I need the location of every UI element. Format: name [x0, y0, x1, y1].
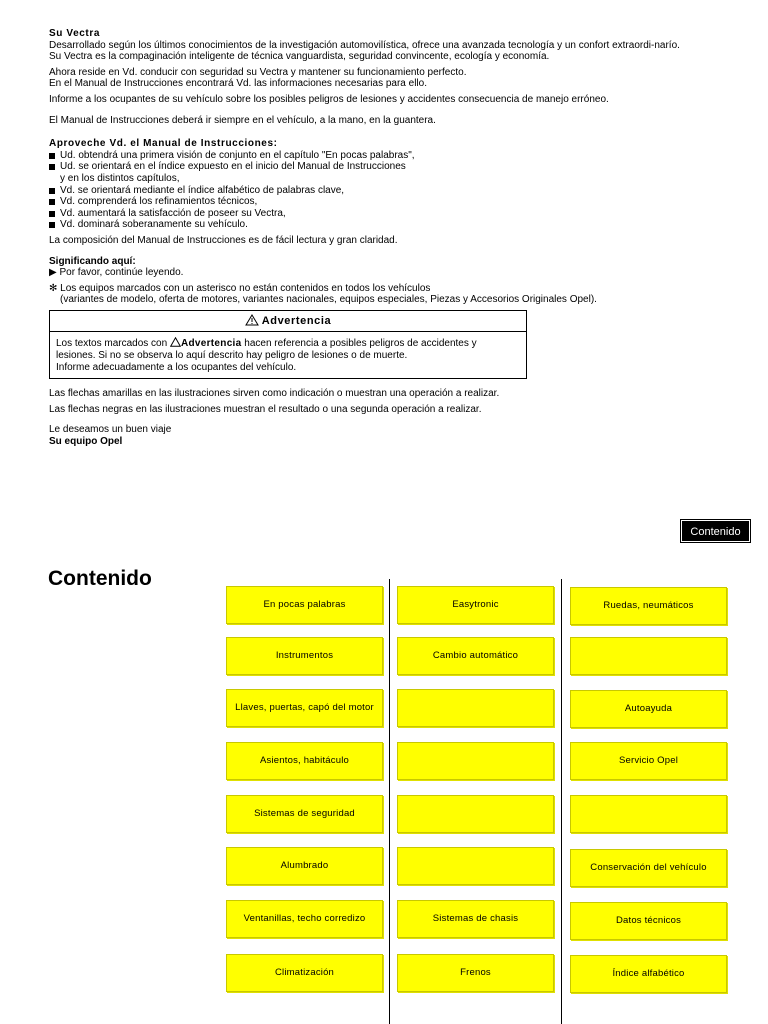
list-item: Vd. dominará soberanamente su vehículo.	[49, 219, 729, 231]
square-bullet-icon	[49, 222, 55, 228]
warning-text: Los textos marcados con Advertencia hacen referencia a posibles peligros de accidentes y lesiones. Si no se observa lo aquí descrito hay peligro de lesiones o de muerte. Informe adecuadamente a los ocupantes del vehículo.	[56, 338, 477, 373]
asterisk-note: ✻ Los equipos marcados con un asterisco no están contenidos en todos los vehículos	[49, 282, 431, 294]
paragraph: Ahora reside en Vd. conducir con seguridad su Vectra y mantener su funcionamiento perfecto.	[49, 66, 467, 78]
toc-tile[interactable]: Frenos	[397, 954, 554, 992]
toc-tile-empty[interactable]	[570, 637, 727, 675]
list-item-continuation: y en los distintos capítulos,	[60, 172, 180, 184]
intro-section	[49, 28, 729, 448]
warning-box	[49, 310, 527, 379]
list-item: Vd. aumentará la satisfacción de poseer su Vectra,	[49, 208, 729, 220]
square-bullet-icon	[49, 188, 55, 194]
square-bullet-icon	[49, 211, 55, 217]
paragraph: Las flechas amarillas en las ilustraciones sirven como indicación o muestran una operación a realizar.	[49, 388, 500, 400]
warning-triangle-icon	[245, 314, 259, 326]
list-item: Vd. se orientará mediante el índice alfabético de palabras clave,	[49, 185, 729, 197]
toc-tile-empty[interactable]	[397, 847, 554, 885]
section-heading: Significando aquí:	[49, 255, 136, 267]
paragraph: Informe a los ocupantes de su vehículo sobre los posibles peligros de lesiones y accidentes consecuencia de manejo erróneo.	[49, 93, 609, 105]
square-bullet-icon	[49, 199, 55, 205]
toc-tile[interactable]: Alumbrado	[226, 847, 383, 885]
column-divider	[389, 579, 390, 1024]
toc-tile[interactable]: Datos técnicos	[570, 902, 727, 940]
toc-tile[interactable]: Cambio automático	[397, 637, 554, 675]
section-heading: Aproveche Vd. el Manual de Instrucciones:	[49, 138, 278, 150]
toc-tile[interactable]: Easytronic	[397, 586, 554, 624]
toc-tile[interactable]: Ruedas, neumáticos	[570, 587, 727, 625]
toc-tile[interactable]: Índice alfabético	[570, 955, 727, 993]
toc-tile[interactable]: Instrumentos	[226, 637, 383, 675]
toc-tile[interactable]: Autoayuda	[570, 690, 727, 728]
section-heading: Su Vectra	[49, 28, 100, 39]
paragraph: Las flechas negras en las ilustraciones muestran el resultado o una segunda operación a realizar.	[49, 403, 482, 415]
arrow-note: ▶ Por favor, continúe leyendo.	[49, 267, 184, 279]
contenido-button[interactable]: Contenido	[681, 520, 750, 542]
signature: Su equipo Opel	[49, 436, 123, 448]
toc-tile[interactable]: En pocas palabras	[226, 586, 383, 624]
toc-tile[interactable]: Servicio Opel	[570, 742, 727, 780]
square-bullet-icon	[49, 164, 55, 170]
toc-tile-empty[interactable]	[570, 795, 727, 833]
warning-title: Advertencia	[50, 311, 526, 333]
list-item: Ud. se orientará en el índice expuesto en el inicio del Manual de Instrucciones	[49, 161, 729, 173]
toc-tile[interactable]: Conservación del vehículo	[570, 849, 727, 887]
toc-tile[interactable]: Sistemas de seguridad	[226, 795, 383, 833]
paragraph: Desarrollado según los últimos conocimientos de la investigación automovilística, ofrece una avanzada tecnología y un confort extraordi-narío.	[49, 39, 680, 51]
asterisk-note-continuation: (variantes de modelo, oferta de motores, variantes nacionales, equipos especiales, Piezas y Accesorios Originales Opel).	[60, 294, 597, 306]
paragraph: Su Vectra es la compaginación inteligente de técnica vanguardista, seguridad convincente, ecología y economía.	[49, 51, 550, 63]
list-item: Ud. obtendrá una primera visión de conjunto en el capítulo "En pocas palabras",	[49, 150, 729, 162]
paragraph: Le deseamos un buen viaje	[49, 424, 172, 436]
warning-triangle-icon	[170, 337, 181, 347]
toc-tile-empty[interactable]	[397, 795, 554, 833]
column-divider	[561, 579, 562, 1024]
toc-tile[interactable]: Sistemas de chasis	[397, 900, 554, 938]
paragraph: La composición del Manual de Instrucciones es de fácil lectura y gran claridad.	[49, 234, 398, 246]
toc-tile-empty[interactable]	[397, 742, 554, 780]
toc-tile[interactable]: Llaves, puertas, capó del motor	[226, 689, 383, 727]
toc-title: Contenido	[48, 567, 152, 590]
toc-tile-empty[interactable]	[397, 689, 554, 727]
list-item: Vd. comprenderá los refinamientos técnicos,	[49, 196, 729, 208]
paragraph: El Manual de Instrucciones deberá ir siempre en el vehículo, a la mano, en la guantera.	[49, 114, 436, 126]
toc-tile[interactable]: Ventanillas, techo corredizo	[226, 900, 383, 938]
paragraph: En el Manual de Instrucciones encontrará Vd. las informaciones necesarias para ello.	[49, 78, 427, 90]
toc-tile[interactable]: Climatización	[226, 954, 383, 992]
toc-tile[interactable]: Asientos, habitáculo	[226, 742, 383, 780]
square-bullet-icon	[49, 153, 55, 159]
